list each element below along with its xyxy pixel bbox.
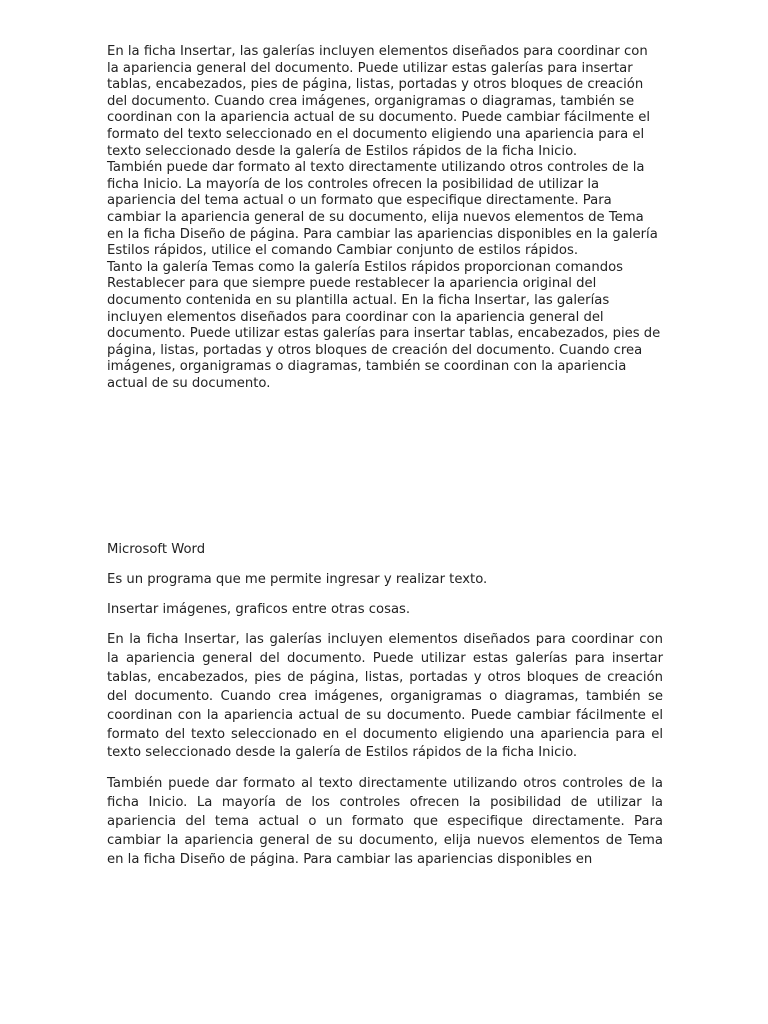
bottom-text-block [107,541,663,882]
description-line-1: Es un programa que me permite ingresar y realizar texto. [107,572,488,587]
bottom-paragraph-2: También puede dar formato al texto directamente utilizando otros controles de la ficha Inicio. La mayoría de los controles ofrecen la posibilidad de utilizar la apariencia del tema actual o un formato que especifique directamente. Para cambiar la apariencia general de su documento, elija nuevos elementos de Tema en la ficha Diseño de página. Para cambiar las apariencias disponibles en [107,776,663,867]
description-line-2: Insertar imágenes, graficos entre otras cosas. [107,602,411,617]
top-paragraph-1: En la ficha Insertar, las galerías incluyen elementos diseñados para coordinar con la apariencia general del documento. Puede utilizar estas galerías para insertar tablas, encabezados, pies de página, listas, portadas y otros bloques de creación del documento. Cuando crea imágenes, organigramas o diagramas, también se coordinan con la apariencia actual de su documento. Puede cambiar fácilmente el formato del texto seleccionado en el documento eligiendo una apariencia para el texto seleccionado desde la galería de Estilos rápidos de la ficha Inicio. [107,44,650,159]
section-heading: Microsoft Word [107,542,206,557]
bottom-paragraph-1: En la ficha Insertar, las galerías incluyen elementos diseñados para coordinar con la apariencia general del documento. Puede utilizar estas galerías para insertar tablas, encabezados, pies de página, listas, portadas y otros bloques de creación del documento. Cuando crea imágenes, organigramas o diagramas, también se coordinan con la apariencia actual de su documento. Puede cambiar fácilmente el formato del texto seleccionado en el documento eligiendo una apariencia para el texto seleccionado desde la galería de Estilos rápidos de la ficha Inicio. [107,632,663,761]
top-text-block [107,44,663,392]
top-paragraph-3: Tanto la galería Temas como la galería Estilos rápidos proporcionan comandos Restablecer para que siempre puede restablecer la apariencia original del documento contenida en su plantilla actual. En la ficha Insertar, las galerías incluyen elementos diseñados para coordinar con la apariencia general del documento. Puede utilizar estas galerías para insertar tablas, encabezados, pies de página, listas, portadas y otros bloques de creación del documento. Cuando crea imágenes, organigramas o diagramas, también se coordinan con la apariencia actual de su documento. [107,259,661,391]
top-paragraph-2: También puede dar formato al texto directamente utilizando otros controles de la ficha Inicio. La mayoría de los controles ofrecen la posibilidad de utilizar la apariencia del tema actual o un formato que especifique directamente. Para cambiar la apariencia general de su documento, elija nuevos elementos de Tema en la ficha Diseño de página. Para cambiar las apariencias disponibles en la galería Estilos rápidos, utilice el comando Cambiar conjunto de estilos rápidos. [107,160,658,259]
